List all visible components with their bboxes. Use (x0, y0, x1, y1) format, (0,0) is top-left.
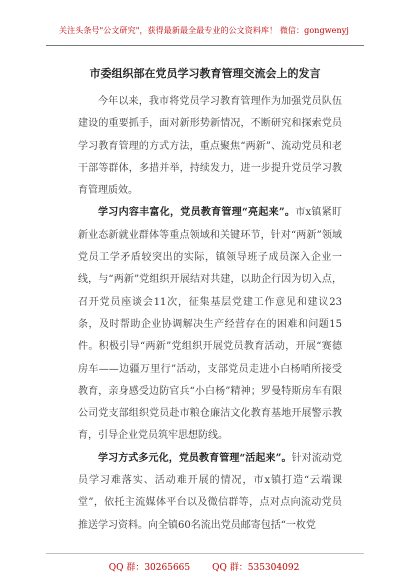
document-body (78, 91, 342, 537)
paragraph-text: 针对流动党员学习难落实、活动难开展的情况，市x镇打造“云端课堂”，依托主流媒体平台以及微信群等，点对点向流动党员推送学习资料。向全镇60名流出党员邮寄包括“一枚党 (78, 452, 342, 531)
paragraph-text: 市x镇紧盯新业态新就业群体等重点领域和关键环节，针对“两新”领域党员工学矛盾较突出的实际，镇领导班子成员深入企业一线，与“两新”党组织开展结对共建，以助企行因为切入点，召开党员座谈会11次，征集基层党建工作意见和建议23条，及时帮助企业协调解决生产经营存在的困难和问题15件。积极引导“两新”党组织开展党员教育活动，开展“赛德房车——边疆万里行”活动，支部党员走进小白杨哨所接受教育，亲身感受边防官兵“小白杨”精神；罗曼特斯房车有限公司党支部组织党员赴市粮仓廉洁文化教育基地开展警示教育，引导企业党员筑牢思想防线。 (78, 207, 342, 442)
footer (0, 560, 408, 573)
footer-qq-group-1: QQ 群：30265665 (108, 563, 191, 573)
header-banner: 关注头条号"公文研究"，获得最新最全最专业的公文资料库！ 微信：gongwenyj (59, 26, 349, 35)
paragraph-content (78, 202, 342, 447)
paragraph-text: 今年以来，我市将党员学习教育管理作为加强党员队伍建设的重要抓手，面对新形势新情况，不断研究和探索党员学习教育管理的方式方法，重点聚焦“两新”、流动党员和老干部等群体，多措并举，持续发力，进一步提升党员学习教育管理质效。 (78, 96, 342, 197)
header-divider (46, 45, 364, 46)
paragraph-lead: 学习方式多元化，党员教育管理“活起来”。 (98, 452, 292, 464)
paragraph-intro (78, 91, 342, 202)
footer-qq-group-2: QQ 群：535304092 (212, 563, 300, 573)
footer-divider (46, 553, 364, 554)
document-title: 市委组织部在党员学习教育管理交流会上的发言 (89, 67, 321, 80)
paragraph-methods (78, 448, 342, 537)
paragraph-lead: 学习内容丰富化，党员教育管理“亮起来”。 (98, 207, 296, 219)
